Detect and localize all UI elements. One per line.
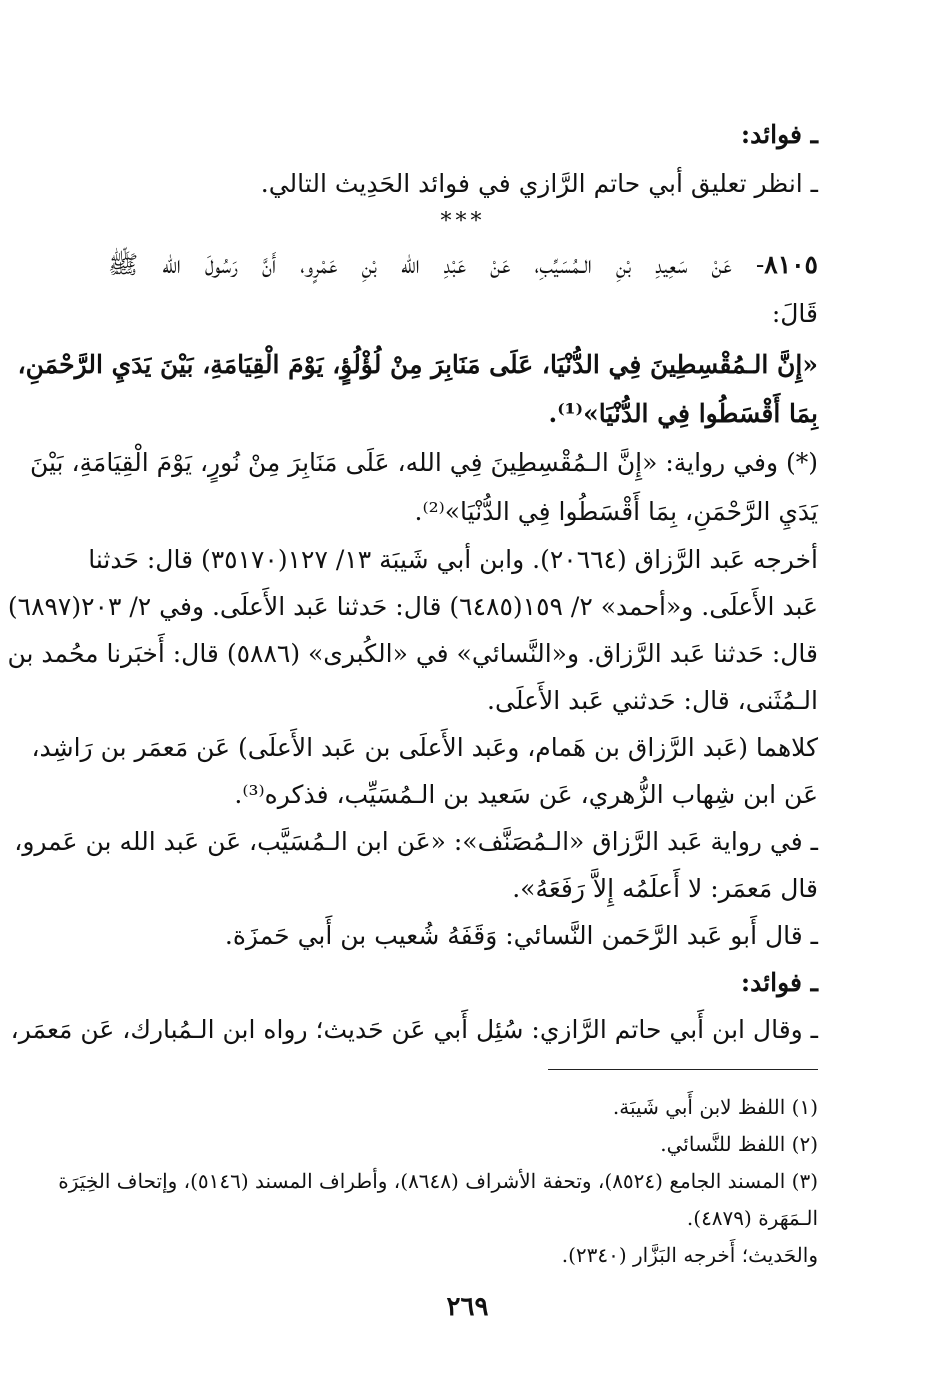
section-separator-stars: *** (440, 209, 486, 234)
hadith-number: ٨١٠٥ (764, 250, 818, 279)
takhrij-line: الـمُثَنى، قال: حَدثني عَبد الأَعلَى. (487, 686, 818, 715)
footnote-3-cont: الـمَهَرة (٤٨٧٩). (686, 1206, 818, 1230)
hadith-isnad: عَنْ سَعِيدِ بْنِ الـمُسَيِّبِ، عَنْ عَبْدِ الله بْنِ عَمْرٍو، أَنَّ رَسُولَ الله ﷺ (108, 250, 732, 279)
takhrij-line: قال: حَدثنا عَبد الرَّزاق. و«النَّسائي» في «الكُبرى» (٥٨٨٦) قال: أَخبَرنا محُمد بن (7, 639, 818, 668)
takhrij-line: عَن ابن شِهاب الزُّهري، عَن سَعيد بن الـمُسَيِّب، فذكره⁽³⁾. (234, 780, 818, 809)
footnote-3: (٣) المسند الجامع (٨٥٢٤)، وتحفة الأشراف (٨٦٤٨)، وأطراف المسند (٥١٤٦)، وإتحاف الخِيَرَة (58, 1169, 818, 1193)
footnote-3-note: والحَديث؛ أَخرجه البَزَّار (٢٣٤٠). (561, 1243, 818, 1267)
benefits-note: ـ انظر تعليق أبي حاتم الرَّازي في فوائد الحَدِيث التالي. (260, 169, 818, 198)
takhrij-line: أخرجه عَبد الرَّزاق (٢٠٦٦٤). وابن أبي شَيبَة ١٣/ ١٢٧(٣٥١٧٠) قال: حَدثنا (88, 545, 818, 574)
hadith-intro-line-2: قَالَ: (771, 299, 818, 328)
takhrij-line: ـ في رواية عَبد الرَّزاق «الـمُصَنَّف»: «عَن ابن الـمُسَيَّب، عَن عَبد الله بن عَمرو، (14, 827, 818, 856)
hadith-text-line: بِمَا أَقْسَطُوا فِي الدُّنْيَا»⁽¹⁾. (548, 399, 818, 428)
takhrij-line: عَبد الأَعلَى. و«أحمد» ٢/ ١٥٩(٦٤٨٥) قال: حَدثنا عَبد الأَعلَى. وفي ٢/ ٢٠٣(٦٨٩٧) (7, 592, 818, 621)
riwaya-line: (*) وفي رواية: «إِنَّ الـمُقْسِطِينَ فِي الله، عَلَى مَنَابِرَ مِنْ نُورٍ، يَوْمَ الْقِيَامَةِ، بَيْنَ (29, 448, 818, 477)
footnote-1: (١) اللفظ لابن أَبي شَيبَة. (612, 1095, 818, 1119)
hadith-intro-line: ٨١٠٥- عَنْ سَعِيدِ بْنِ الـمُسَيِّبِ، عَنْ عَبْدِ الله بْنِ عَمْرٍو، أَنَّ رَسُولَ الله ﷺ (108, 250, 818, 279)
page-number: ٢٦٩ (446, 1292, 489, 1322)
benefits-line: ـ وقال ابن أَبي حاتم الرَّازي: سُئِل أَبي عَن حَديث؛ رواه ابن الـمُبارك، عَن مَعمَر، (10, 1015, 818, 1044)
benefits-heading: ـ فوائد: (740, 120, 818, 149)
benefits-heading-2: ـ فوائد: (740, 968, 818, 997)
riwaya-line: يَدَيِ الرَّحْمَنِ، بِمَا أَقْسَطُوا فِي الدُّنْيَا»⁽²⁾. (414, 497, 818, 526)
hadith-text-line: «إِنَّ الـمُقْسِطِينَ فِي الدُّنْيَا، عَلَى مَنَابِرَ مِنْ لُؤْلُؤٍ، يَوْمَ الْقِيَامَةِ، بَيْنَ يَدَيِ الرَّحْمَنِ، (17, 350, 818, 379)
footnote-2: (٢) اللفظ للنَّسائي. (660, 1132, 818, 1156)
takhrij-line: قال مَعمَر: لا أَعلَمُه إِلاَّ رَفَعَهُ». (512, 874, 818, 903)
footnote-separator (548, 1069, 818, 1070)
takhrij-line: كلاهما (عَبد الرَّزاق بن هَمام، وعَبد الأَعلَى بن عَبد الأَعلَى) عَن مَعمَر بن رَاشِد، (31, 733, 818, 762)
takhrij-line: ـ قال أَبو عَبد الرَّحَمن النَّسائي: وَقَفَهُ شُعيب بن أَبي حَمزَة. (224, 921, 818, 950)
